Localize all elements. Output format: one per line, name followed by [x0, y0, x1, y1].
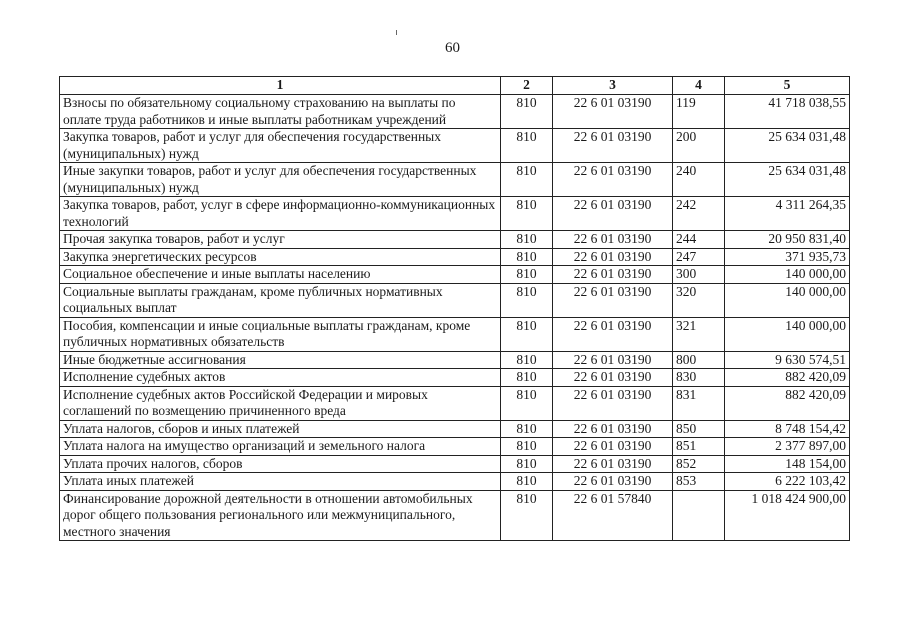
cell-type: 119: [673, 95, 725, 129]
cell-amount: 41 718 038,55: [725, 95, 850, 129]
table-row: [60, 420, 850, 438]
cell-article: 22 6 01 03190: [553, 438, 673, 456]
cell-type: 852: [673, 455, 725, 473]
cell-article: 22 6 01 03190: [553, 283, 673, 317]
cell-article: 22 6 01 03190: [553, 163, 673, 197]
cell-name: Уплата налогов, сборов и иных платежей: [60, 420, 501, 438]
table-row: [60, 266, 850, 284]
cell-type: 851: [673, 438, 725, 456]
table-row: [60, 283, 850, 317]
cell-type: 800: [673, 351, 725, 369]
cell-name: Исполнение судебных актов Российской Федерации и мировых соглашений по возмещению причиненного вреда: [60, 386, 501, 420]
cell-article: 22 6 01 03190: [553, 317, 673, 351]
cell-article: 22 6 01 03190: [553, 351, 673, 369]
cell-code: 810: [501, 455, 553, 473]
table-row: [60, 490, 850, 541]
cell-name: Уплата иных платежей: [60, 473, 501, 491]
cell-code: 810: [501, 490, 553, 541]
cell-name: Финансирование дорожной деятельности в отношении автомобильных дорог общего пользования регионального или межмуниципального, местного значения: [60, 490, 501, 541]
cell-amount: 140 000,00: [725, 283, 850, 317]
cell-name: Социальное обеспечение и иные выплаты населению: [60, 266, 501, 284]
cell-name: Закупка энергетических ресурсов: [60, 248, 501, 266]
cell-code: 810: [501, 438, 553, 456]
table-row: [60, 455, 850, 473]
table-row: [60, 438, 850, 456]
cell-name: Уплата налога на имущество организаций и земельного налога: [60, 438, 501, 456]
cell-type: 853: [673, 473, 725, 491]
cell-article: 22 6 01 57840: [553, 490, 673, 541]
table-row: [60, 231, 850, 249]
header-cell-5: 5: [725, 77, 850, 95]
cell-name: Закупка товаров, работ, услуг в сфере информационно-коммуникационных технологий: [60, 197, 501, 231]
cell-code: 810: [501, 283, 553, 317]
cell-type: 247: [673, 248, 725, 266]
cell-article: 22 6 01 03190: [553, 197, 673, 231]
cell-article: 22 6 01 03190: [553, 455, 673, 473]
cell-article: 22 6 01 03190: [553, 95, 673, 129]
table-row: [60, 351, 850, 369]
cell-type: [673, 490, 725, 541]
table-row: [60, 197, 850, 231]
cell-amount: 6 222 103,42: [725, 473, 850, 491]
cell-article: 22 6 01 03190: [553, 231, 673, 249]
cell-article: 22 6 01 03190: [553, 420, 673, 438]
cell-code: 810: [501, 95, 553, 129]
cell-amount: 8 748 154,42: [725, 420, 850, 438]
table-row: [60, 129, 850, 163]
cell-code: 810: [501, 386, 553, 420]
cell-article: 22 6 01 03190: [553, 369, 673, 387]
cell-name: Взносы по обязательному социальному страхованию на выплаты по оплате труда работников и иные выплаты работникам учреждений: [60, 95, 501, 129]
header-cell-1: 1: [60, 77, 501, 95]
cell-code: 810: [501, 420, 553, 438]
header-cell-4: 4: [673, 77, 725, 95]
cell-amount: 2 377 897,00: [725, 438, 850, 456]
cell-name: Иные бюджетные ассигнования: [60, 351, 501, 369]
cell-name: Закупка товаров, работ и услуг для обеспечения государственных (муниципальных) нужд: [60, 129, 501, 163]
header-cell-3: 3: [553, 77, 673, 95]
table-row: [60, 248, 850, 266]
cell-type: 831: [673, 386, 725, 420]
cell-name: Уплата прочих налогов, сборов: [60, 455, 501, 473]
cell-name: Пособия, компенсации и иные социальные выплаты гражданам, кроме публичных нормативных обязательств: [60, 317, 501, 351]
table-row: [60, 369, 850, 387]
cell-amount: 882 420,09: [725, 369, 850, 387]
budget-table: [59, 76, 850, 541]
cell-amount: 4 311 264,35: [725, 197, 850, 231]
cell-type: 320: [673, 283, 725, 317]
cell-amount: 371 935,73: [725, 248, 850, 266]
cell-code: 810: [501, 473, 553, 491]
header-cell-2: 2: [501, 77, 553, 95]
cell-name: Социальные выплаты гражданам, кроме публичных нормативных социальных выплат: [60, 283, 501, 317]
cell-amount: 1 018 424 900,00: [725, 490, 850, 541]
cell-code: 810: [501, 266, 553, 284]
table-row: [60, 317, 850, 351]
cell-amount: 882 420,09: [725, 386, 850, 420]
cell-code: 810: [501, 317, 553, 351]
cell-type: 200: [673, 129, 725, 163]
header-row: [60, 77, 850, 95]
cell-amount: 20 950 831,40: [725, 231, 850, 249]
table-row: [60, 386, 850, 420]
cell-amount: 140 000,00: [725, 266, 850, 284]
cell-code: 810: [501, 248, 553, 266]
cell-article: 22 6 01 03190: [553, 386, 673, 420]
cell-type: 242: [673, 197, 725, 231]
scan-mark: [396, 30, 397, 35]
cell-article: 22 6 01 03190: [553, 473, 673, 491]
cell-code: 810: [501, 129, 553, 163]
cell-article: 22 6 01 03190: [553, 266, 673, 284]
cell-name: Иные закупки товаров, работ и услуг для обеспечения государственных (муниципальных) нужд: [60, 163, 501, 197]
cell-code: 810: [501, 231, 553, 249]
cell-name: Прочая закупка товаров, работ и услуг: [60, 231, 501, 249]
cell-amount: 148 154,00: [725, 455, 850, 473]
cell-code: 810: [501, 163, 553, 197]
cell-type: 850: [673, 420, 725, 438]
table-row: [60, 163, 850, 197]
page-number: 60: [445, 40, 460, 56]
cell-name: Исполнение судебных актов: [60, 369, 501, 387]
cell-type: 244: [673, 231, 725, 249]
cell-amount: 25 634 031,48: [725, 129, 850, 163]
cell-code: 810: [501, 197, 553, 231]
cell-article: 22 6 01 03190: [553, 248, 673, 266]
cell-amount: 140 000,00: [725, 317, 850, 351]
cell-type: 300: [673, 266, 725, 284]
cell-type: 321: [673, 317, 725, 351]
table-row: [60, 473, 850, 491]
cell-code: 810: [501, 351, 553, 369]
table-row: [60, 95, 850, 129]
cell-type: 830: [673, 369, 725, 387]
cell-amount: 9 630 574,51: [725, 351, 850, 369]
cell-type: 240: [673, 163, 725, 197]
cell-amount: 25 634 031,48: [725, 163, 850, 197]
cell-article: 22 6 01 03190: [553, 129, 673, 163]
cell-code: 810: [501, 369, 553, 387]
